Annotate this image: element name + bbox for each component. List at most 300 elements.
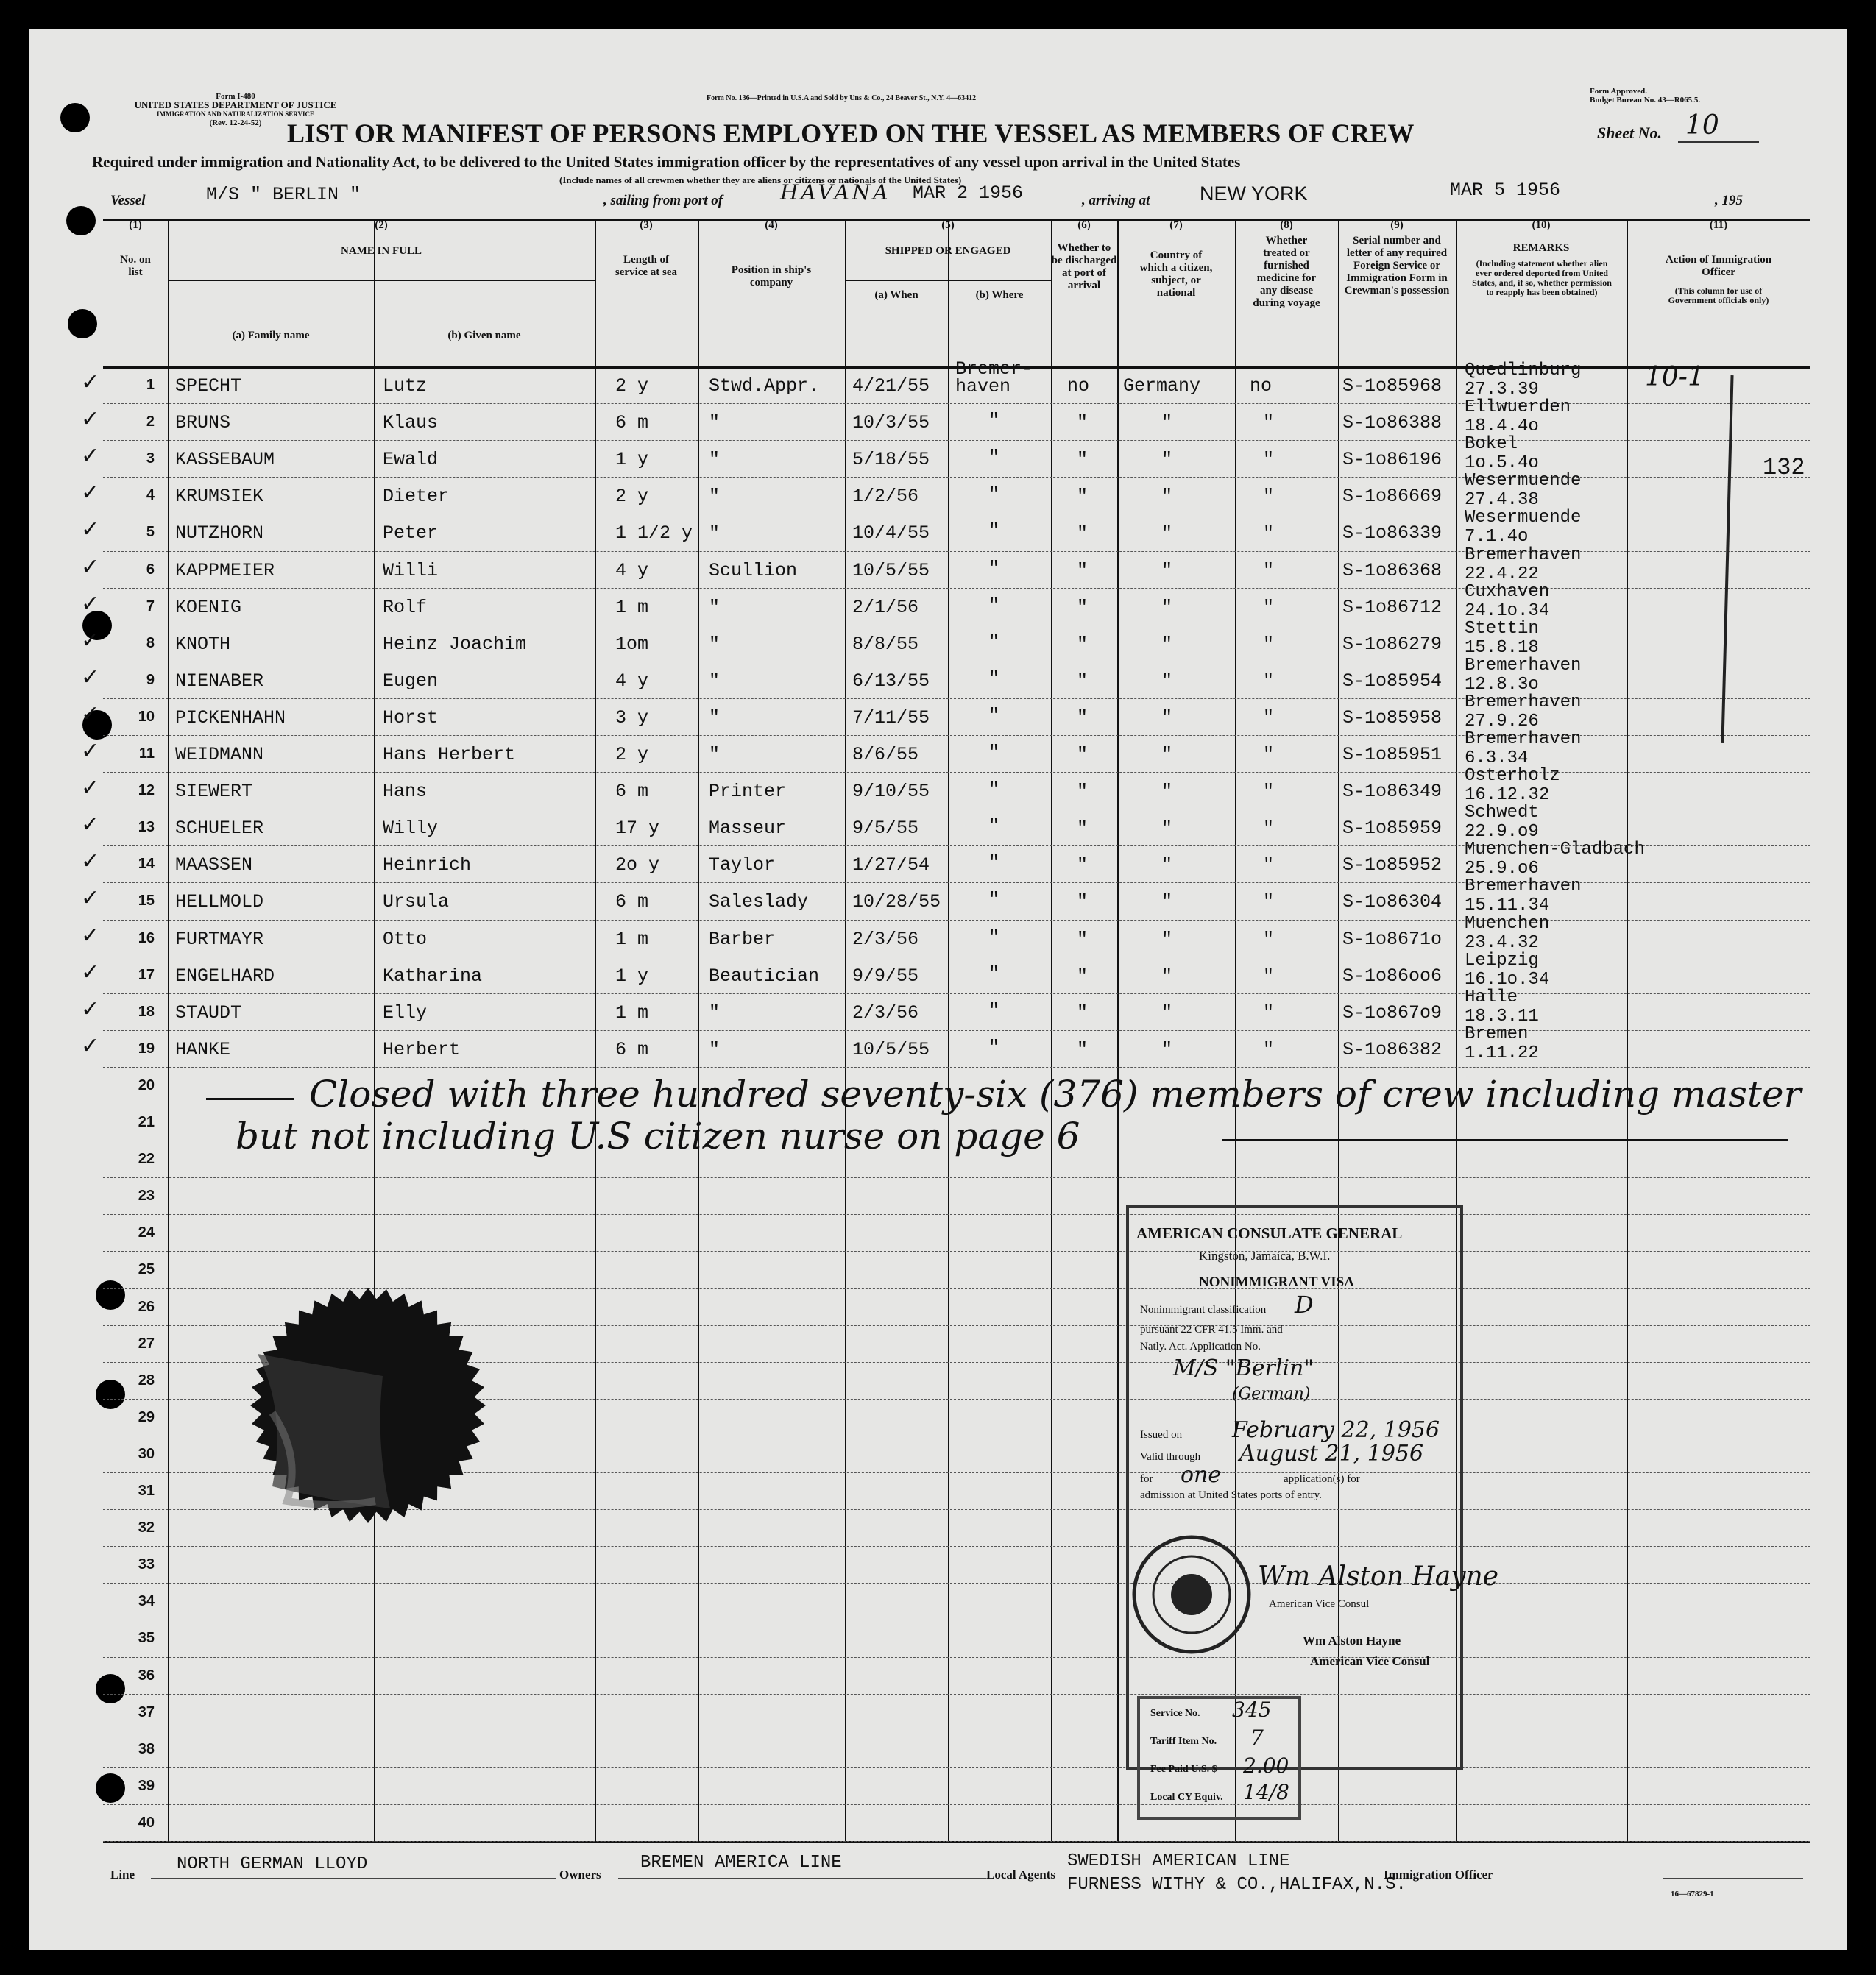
- service-length: 1 m: [615, 1001, 649, 1024]
- shipped-when: 10/5/55: [852, 1038, 930, 1060]
- service-length: 4 y: [615, 670, 649, 692]
- col-country-num: (7): [1169, 219, 1183, 231]
- shipped-when: 9/5/55: [852, 818, 919, 840]
- shipped-where: ": [988, 483, 1000, 506]
- medicine: ": [1263, 522, 1275, 545]
- footer-agents-1: SWEDISH AMERICAN LINE: [1067, 1851, 1290, 1871]
- medicine: ": [1263, 744, 1275, 765]
- discharge: ": [1077, 891, 1089, 913]
- fee-service-no: 345: [1232, 1698, 1272, 1722]
- col-discharge-num: (6): [1077, 219, 1091, 231]
- country: ": [1161, 744, 1173, 765]
- position: Saleslady: [709, 891, 809, 913]
- row-rule: [103, 1694, 1810, 1695]
- serial-number: S-1o85968: [1342, 375, 1443, 397]
- country: ": [1161, 854, 1173, 876]
- fee-service-label: Service No.: [1150, 1708, 1200, 1719]
- service-length: 1 y: [615, 449, 649, 471]
- serial-number: S-1o85958: [1342, 706, 1443, 728]
- check-mark: ✓: [81, 664, 100, 690]
- birth-date: 24.1o.34: [1465, 600, 1550, 621]
- country: Germany: [1123, 375, 1201, 397]
- position: ": [709, 1001, 721, 1024]
- birth-place: Schwedt: [1465, 803, 1539, 823]
- visa-applications-text: application(s) for: [1284, 1473, 1360, 1485]
- row-rule: [103, 1804, 1810, 1805]
- row-rule: [103, 920, 1810, 921]
- footer-owners-rule: [618, 1878, 986, 1879]
- country: ": [1161, 486, 1173, 508]
- serial-number: S-1o86712: [1342, 596, 1443, 618]
- row-rule: [103, 993, 1810, 994]
- service-length: 3 y: [615, 706, 649, 728]
- visa-class-label: Nonimmigrant classification: [1140, 1304, 1267, 1316]
- country: ": [1161, 633, 1173, 655]
- birth-place: Halle: [1465, 987, 1518, 1007]
- col-medicine-label: Whether treated or furnished medicine for any disease during voyage: [1253, 235, 1320, 309]
- row-number: 19: [138, 1040, 155, 1057]
- medicine: ": [1263, 928, 1275, 950]
- check-mark: ✓: [81, 553, 100, 580]
- fee-paid: 2.00: [1243, 1754, 1289, 1778]
- discharge: ": [1077, 486, 1089, 508]
- serial-number: S-1o85954: [1342, 670, 1443, 692]
- arriving-label: , arriving at: [1082, 193, 1150, 208]
- given-name: Eugen: [383, 670, 439, 692]
- given-name: Hans: [383, 781, 428, 803]
- sailing-date: MAR 2 1956: [913, 182, 1024, 204]
- name-subrule: [168, 280, 595, 281]
- visa-issued-label: Issued on: [1140, 1429, 1183, 1441]
- country: ": [1161, 596, 1173, 618]
- action-mark: 10-1: [1645, 362, 1705, 392]
- footer-owners-label: Owners: [559, 1868, 601, 1882]
- visa-vessel: M/S "Berlin": [1173, 1355, 1314, 1381]
- birth-date: 12.8.3o: [1465, 674, 1539, 695]
- col-serial-header: [1338, 219, 1456, 297]
- country: ": [1161, 522, 1173, 545]
- medicine: ": [1263, 633, 1275, 655]
- fee-stamp: [1137, 1696, 1301, 1820]
- service-length: 1 y: [615, 965, 649, 987]
- row-rule: [103, 1583, 1810, 1584]
- country: ": [1161, 928, 1173, 950]
- check-mark: ✓: [81, 738, 100, 764]
- position: ": [709, 596, 721, 618]
- row-number: 34: [138, 1593, 155, 1610]
- position: Stwd.Appr.: [709, 375, 820, 397]
- check-mark: ✓: [81, 590, 100, 617]
- birth-place: Leipzig: [1465, 950, 1539, 971]
- given-name: Hans Herbert: [383, 744, 516, 765]
- service-length: 6 m: [615, 412, 649, 434]
- col-position-num: (4): [765, 219, 778, 231]
- row-rule: [103, 1177, 1810, 1178]
- birth-place: Bremerhaven: [1465, 729, 1582, 749]
- family-name: HELLMOLD: [175, 891, 264, 913]
- discharge: ": [1077, 818, 1089, 840]
- shipped-where: ": [988, 557, 1000, 579]
- check-mark: ✓: [81, 443, 100, 469]
- given-name: Herbert: [383, 1038, 461, 1060]
- row-number: 21: [138, 1114, 155, 1130]
- discharge: ": [1077, 928, 1089, 950]
- shipped-where: ": [988, 631, 1000, 653]
- discharge: ": [1077, 706, 1089, 728]
- col-name-num: (2): [375, 219, 388, 231]
- row-number: 17: [138, 966, 155, 983]
- col-service-num: (3): [640, 219, 653, 231]
- service-length: 2 y: [615, 744, 649, 765]
- visa-pursuant: pursuant 22 CFR 41.5 Imm. and: [1140, 1324, 1283, 1336]
- footer-agents-2: FURNESS WITHY & CO.,HALIFAX,N.S.: [1067, 1875, 1406, 1895]
- shipped-where: ": [988, 594, 1000, 616]
- birth-place: Muenchen: [1465, 913, 1550, 934]
- row-number: 1: [146, 377, 155, 393]
- discharge: ": [1077, 412, 1089, 434]
- check-mark: ✓: [81, 406, 100, 433]
- check-mark: ✓: [81, 996, 100, 1022]
- form-id: Form I-480: [216, 92, 255, 101]
- position: ": [709, 706, 721, 728]
- birth-date: 6.3.34: [1465, 748, 1529, 768]
- country: ": [1161, 965, 1173, 987]
- family-name: STAUDT: [175, 1001, 242, 1024]
- revision: (Rev. 12-24-52): [209, 118, 262, 127]
- arrive-date: MAR 5 1956: [1450, 180, 1561, 201]
- birth-date: 27.9.26: [1465, 711, 1539, 731]
- given-name: Willy: [383, 818, 439, 840]
- service-length: 1 m: [615, 596, 649, 618]
- row-rule: [103, 1251, 1810, 1252]
- col-medicine-num: (8): [1280, 219, 1293, 231]
- check-mark: ✓: [81, 885, 100, 912]
- position: ": [709, 633, 721, 655]
- family-name: KAPPMEIER: [175, 559, 275, 581]
- discharge: ": [1077, 744, 1089, 765]
- given-name: Klaus: [383, 412, 439, 434]
- family-name: ENGELHARD: [175, 965, 275, 987]
- medicine: ": [1263, 670, 1275, 692]
- family-name: NIENABER: [175, 670, 264, 692]
- row-number: 8: [146, 634, 155, 651]
- service-length: 1 1/2 y: [615, 522, 693, 545]
- birth-place: Osterholz: [1465, 766, 1560, 787]
- family-name: SIEWERT: [175, 781, 253, 803]
- position: Barber: [709, 928, 776, 950]
- visa-admission: admission at United States ports of entry.: [1140, 1489, 1322, 1501]
- birth-date: 18.4.4o: [1465, 416, 1539, 437]
- row-number: 4: [146, 487, 155, 504]
- service-length: 6 m: [615, 1038, 649, 1060]
- service-length: 4 y: [615, 559, 649, 581]
- row-number: 14: [138, 856, 155, 873]
- row-number: 11: [138, 745, 155, 762]
- sheet-underline: [1678, 141, 1759, 143]
- shipped-where: ": [988, 926, 1000, 948]
- given-name: Ursula: [383, 891, 450, 913]
- col-discharge-header: [1051, 219, 1117, 292]
- shipped-when: 4/21/55: [852, 375, 930, 397]
- col-where-header: (b) Where: [975, 289, 1024, 301]
- serial-number: S-1o85952: [1342, 854, 1443, 876]
- given-name: Rolf: [383, 596, 428, 618]
- col-family-header: (a) Family name: [232, 330, 310, 341]
- visa-signature: Wm Alston Hayne: [1258, 1561, 1499, 1592]
- family-name: WEIDMANN: [175, 744, 264, 765]
- position: Scullion: [709, 559, 798, 581]
- row-number: 18: [138, 1003, 155, 1020]
- col-country-header: [1117, 219, 1235, 299]
- medicine: ": [1263, 1038, 1275, 1060]
- visa-issued: February 22, 1956: [1232, 1417, 1440, 1443]
- vessel-name: M/S " BERLIN ": [206, 184, 361, 205]
- discharge: ": [1077, 1001, 1089, 1024]
- col-given-header: (b) Given name: [447, 330, 521, 341]
- shipped-when: 2/3/56: [852, 928, 919, 950]
- seal-icon: [228, 1266, 508, 1538]
- position: ": [709, 486, 721, 508]
- discharge: ": [1077, 449, 1089, 471]
- col-position-header: [698, 219, 845, 289]
- shipped-when: 5/18/55: [852, 449, 930, 471]
- row-rule: [103, 588, 1810, 589]
- family-name: HANKE: [175, 1038, 231, 1060]
- given-name: Ewald: [383, 449, 439, 471]
- birth-date: 1o.5.4o: [1465, 453, 1539, 474]
- medicine: ": [1263, 1001, 1275, 1024]
- punch-hole: [68, 309, 97, 338]
- check-mark: ✓: [81, 775, 100, 801]
- birth-place: Bremerhaven: [1465, 545, 1582, 565]
- footer-code: 16—67829-1: [1671, 1890, 1714, 1898]
- check-mark: ✓: [81, 627, 100, 653]
- footer-officer-label: Immigration Officer: [1384, 1868, 1493, 1882]
- shipped-where: ": [988, 667, 1000, 689]
- col-when-header: (a) When: [874, 289, 918, 301]
- visa-type: NONIMMIGRANT VISA: [1199, 1274, 1354, 1290]
- check-mark: ✓: [81, 812, 100, 838]
- serial-number: S-1o86279: [1342, 633, 1443, 655]
- printer-note: Form No. 136—Printed in U.S.A and Sold by Uns & Co., 24 Beaver St., N.Y. 4—63412: [707, 94, 977, 102]
- shipped-when: 8/8/55: [852, 633, 919, 655]
- visa-flag: (German): [1232, 1385, 1311, 1403]
- given-name: Elly: [383, 1001, 428, 1024]
- row-number: 24: [138, 1224, 155, 1241]
- row-rule: [103, 1214, 1810, 1215]
- visa-location: Kingston, Jamaica, B.W.I.: [1199, 1249, 1331, 1263]
- visa-stamp: [1126, 1205, 1499, 1770]
- shipped-where: ": [988, 1036, 1000, 1058]
- check-mark: ✓: [81, 1032, 100, 1059]
- row-number: 15: [138, 893, 155, 910]
- closing-line-2: but not including U.S citizen nurse on page 6: [236, 1115, 1080, 1157]
- shipped-where: ": [988, 852, 1000, 874]
- row-number: 16: [138, 929, 155, 946]
- col-name-header: [168, 219, 595, 258]
- family-name: BRUNS: [175, 412, 231, 434]
- row-rule: [103, 1767, 1810, 1768]
- given-name: Heinz Joachim: [383, 633, 527, 655]
- country: ": [1161, 670, 1173, 692]
- serial-number: S-1o86669: [1342, 486, 1443, 508]
- col-medicine-header: [1235, 219, 1338, 310]
- family-name: PICKENHAHN: [175, 706, 286, 728]
- col-position-label: Position in ship's company: [731, 264, 812, 288]
- position: ": [709, 522, 721, 545]
- medicine: ": [1263, 781, 1275, 803]
- check-mark: ✓: [81, 848, 100, 875]
- shipped-where: ": [988, 999, 1000, 1021]
- shipped-subrule: [845, 280, 1051, 281]
- serial-number: S-1o86388: [1342, 412, 1443, 434]
- check-mark: ✓: [81, 959, 100, 985]
- visa-officer-title: American Vice Consul: [1269, 1598, 1370, 1610]
- row-number: 35: [138, 1630, 155, 1647]
- shipped-when: 7/11/55: [852, 706, 930, 728]
- closing-rule-right: [1222, 1139, 1788, 1141]
- department: UNITED STATES DEPARTMENT OF JUSTICE: [134, 99, 337, 110]
- birth-date: 27.4.38: [1465, 490, 1539, 511]
- col-action-label: Action of Immigration Officer: [1665, 254, 1772, 278]
- serial-number: S-1o86382: [1342, 1038, 1443, 1060]
- discharge: ": [1077, 559, 1089, 581]
- serial-number: S-1o86368: [1342, 559, 1443, 581]
- col-remarks-header: [1456, 219, 1627, 297]
- position: Beautician: [709, 965, 820, 987]
- shipped-when: 1/2/56: [852, 486, 919, 508]
- vessel-label: Vessel: [110, 193, 146, 208]
- position: Masseur: [709, 818, 787, 840]
- given-name: Katharina: [383, 965, 483, 987]
- service-length: 6 m: [615, 891, 649, 913]
- given-name: Peter: [383, 522, 439, 545]
- sheet-number: 10: [1685, 110, 1719, 141]
- row-number: 22: [138, 1151, 155, 1168]
- row-number: 5: [146, 524, 155, 541]
- family-name: KASSEBAUM: [175, 449, 275, 471]
- family-name: SPECHT: [175, 375, 242, 397]
- birth-date: 22.4.22: [1465, 564, 1539, 584]
- position: Printer: [709, 781, 787, 803]
- manifest-page: [29, 29, 1847, 1950]
- service-length: 2o y: [615, 854, 660, 876]
- visa-valid: August 21, 1956: [1239, 1441, 1424, 1467]
- family-name: KNOTH: [175, 633, 231, 655]
- typed-title: American Vice Consul: [1310, 1654, 1430, 1668]
- serial-number: S-1o86196: [1342, 449, 1443, 471]
- service: IMMIGRATION AND NATURALIZATION SERVICE: [157, 110, 314, 118]
- medicine: ": [1263, 965, 1275, 987]
- birth-place: Quedlinburg: [1465, 361, 1582, 380]
- col-shipped-label: SHIPPED OR ENGAGED: [885, 245, 1011, 257]
- row-number: 33: [138, 1556, 155, 1573]
- birth-date: 15.8.18: [1465, 637, 1539, 658]
- row-number: 6: [146, 561, 155, 578]
- shipped-where: ": [988, 704, 1000, 726]
- row-number: 32: [138, 1520, 155, 1536]
- position: ": [709, 1038, 721, 1060]
- col-action-note: (This column for use of Government officials only): [1668, 286, 1769, 305]
- given-name: Lutz: [383, 375, 428, 397]
- given-name: Horst: [383, 706, 439, 728]
- row-number: 23: [138, 1188, 155, 1205]
- family-name: NUTZHORN: [175, 522, 264, 545]
- check-mark: ✓: [81, 480, 100, 506]
- row-number: 26: [138, 1298, 155, 1315]
- closing-line-1: Closed with three hundred seventy-six (376) members of crew including master: [309, 1073, 1802, 1116]
- birth-place: Wesermuende: [1465, 471, 1582, 492]
- year-suffix: , 195: [1715, 193, 1743, 208]
- row-number: 29: [138, 1408, 155, 1425]
- sailing-label: , sailing from port of: [603, 193, 723, 208]
- birth-date: 16.1o.34: [1465, 969, 1550, 990]
- col-name-label: NAME IN FULL: [340, 245, 422, 257]
- serial-number: S-1o86349: [1342, 781, 1443, 803]
- country: ": [1161, 449, 1173, 471]
- discharge: ": [1077, 781, 1089, 803]
- row-number: 40: [138, 1814, 155, 1831]
- family-name: FURTMAYR: [175, 928, 264, 950]
- visa-natly: Natly. Act. Application No.: [1140, 1341, 1261, 1352]
- serial-number: S-1o86304: [1342, 891, 1443, 913]
- shipped-where: ": [988, 410, 1000, 432]
- visa-title: AMERICAN CONSULATE GENERAL: [1136, 1224, 1403, 1242]
- birth-place: Bremerhaven: [1465, 692, 1582, 712]
- row-number: 27: [138, 1335, 155, 1352]
- visa-class: D: [1295, 1291, 1314, 1319]
- row-number: 3: [146, 450, 155, 467]
- country: ": [1161, 781, 1173, 803]
- birth-date: 16.12.32: [1465, 785, 1550, 806]
- row-number: 2: [146, 414, 155, 430]
- row-rule: [103, 1546, 1810, 1547]
- col-no-num: (1): [129, 219, 142, 231]
- row-rule: [103, 1841, 1810, 1842]
- col-service-header: [595, 219, 698, 279]
- shipped-when: 6/13/55: [852, 670, 930, 692]
- punch-hole: [60, 103, 90, 132]
- medicine: ": [1263, 706, 1275, 728]
- row-rule: [103, 1030, 1810, 1031]
- shipped-where: Bremer- haven: [955, 358, 1033, 397]
- serial-number: S-1o85951: [1342, 744, 1443, 765]
- medicine: ": [1263, 486, 1275, 508]
- approval-block: [1590, 87, 1700, 104]
- visa-valid-label: Valid through: [1140, 1451, 1201, 1463]
- col-shipped-num: (5): [941, 219, 955, 231]
- service-length: 1om: [615, 633, 649, 655]
- given-name: Willi: [383, 559, 439, 581]
- col-serial-num: (9): [1390, 219, 1404, 231]
- shipped-when: 2/1/56: [852, 596, 919, 618]
- budget: Budget Bureau No. 43—R065.5.: [1590, 96, 1701, 104]
- service-length: 6 m: [615, 781, 649, 803]
- birth-place: Bokel: [1465, 434, 1518, 455]
- discharge: ": [1077, 522, 1089, 545]
- footer-agents-label: Local Agents: [986, 1868, 1055, 1882]
- service-length: 2 y: [615, 486, 649, 508]
- birth-date: 18.3.11: [1465, 1006, 1539, 1026]
- position: ": [709, 412, 721, 434]
- shipped-where: ": [988, 447, 1000, 469]
- service-length: 17 y: [615, 818, 660, 840]
- row-number: 36: [138, 1667, 155, 1684]
- shipped-where: ": [988, 520, 1000, 542]
- position: ": [709, 449, 721, 471]
- service-length: 2 y: [615, 375, 649, 397]
- family-name: SCHUELER: [175, 818, 264, 840]
